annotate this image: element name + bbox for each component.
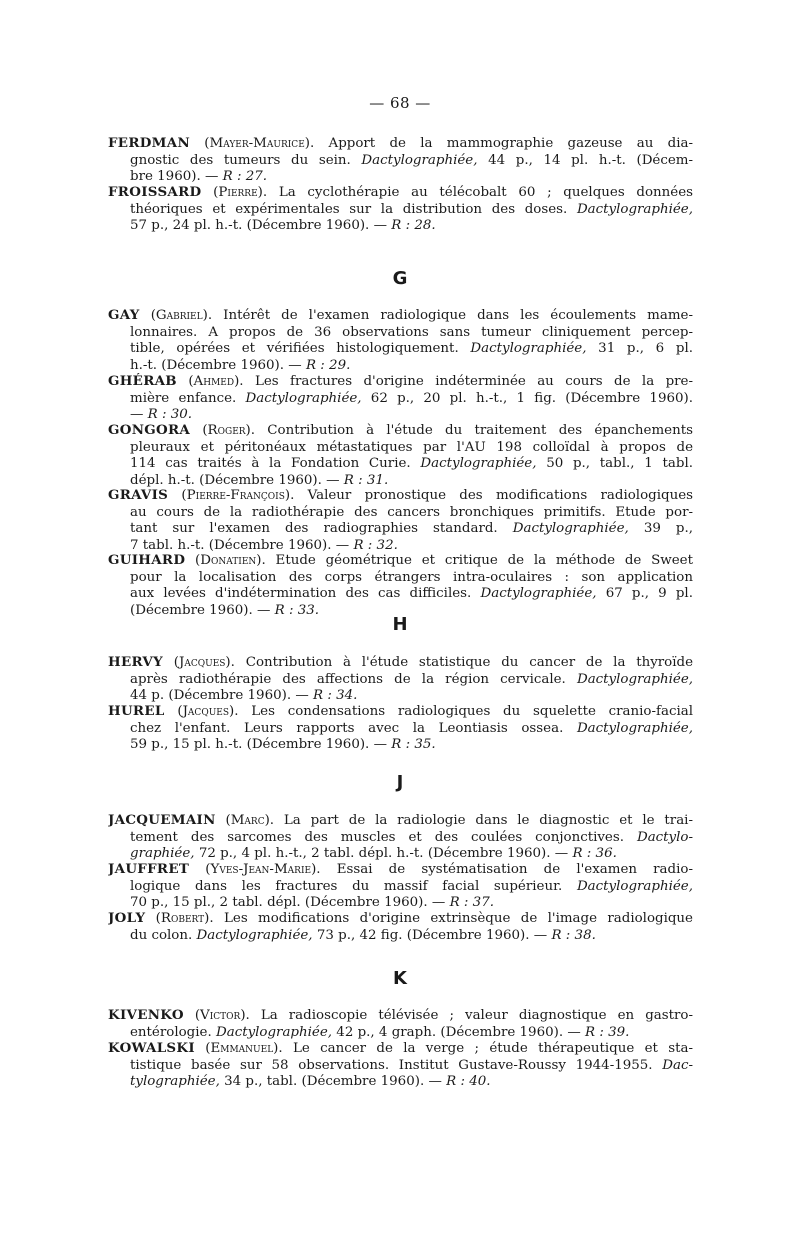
entry-text: Les modifications d'origine extrinsèque de l'image radiologique xyxy=(224,911,693,926)
entry-line xyxy=(108,1040,693,1058)
bibliography-entry-gongora xyxy=(108,422,693,489)
entry-text: tible, opérées et vérifiées histologiquement. xyxy=(130,341,459,356)
author-surname: JACQUEMAIN xyxy=(108,812,216,828)
entry-italic: Dactylographiée, xyxy=(361,152,478,168)
entry-text: 62 p., 20 pl. h.-t., 1 fig. (Décembre 1960). xyxy=(370,390,693,406)
bibliography-entry-froissard xyxy=(108,184,693,235)
entry-line xyxy=(108,505,693,522)
author-given-name: (Pierre-François). xyxy=(181,488,295,503)
entry-reference: R : 27. xyxy=(222,169,268,184)
entry-text: mière enfance. xyxy=(130,390,237,406)
entry-text: 34 p., tabl. (Décembre 1960). — xyxy=(224,1074,442,1089)
entry-text: tement des sarcomes des muscles et des coulées conjonctives. xyxy=(130,829,624,845)
entry-text: 70 p., 15 pl., 2 tabl. dépl. (Décembre 1960). — xyxy=(130,895,446,910)
entry-line xyxy=(108,135,693,153)
entry-text: 44 p., 14 pl. h.-t. (Décem- xyxy=(488,152,693,168)
entry-italic: tylographiée, xyxy=(130,1074,220,1089)
author-surname: JAUFFRET xyxy=(108,861,190,877)
entry-text: Apport de la mammographie gazeuse au dia- xyxy=(328,136,693,151)
entry-text: tistique basée sur 58 observations. Institut Gustave-Roussy 1944-1955. xyxy=(130,1057,653,1073)
entry-text: après radiothérapie des affections de la région cervicale. xyxy=(130,671,566,687)
entry-italic: Dactylographiée, xyxy=(576,671,693,687)
entry-italic: Dactylographiée, xyxy=(576,720,693,736)
entry-italic: Dactylographiée, xyxy=(215,1024,333,1040)
entry-text: aux levées d'indétermination des cas difficiles. xyxy=(130,586,472,601)
entry-text: 72 p., 4 pl. h.-t., 2 tabl. dépl. h.-t. (Décembre 1960). — xyxy=(198,846,569,861)
entry-text: 7 tabl. h.-t. (Décembre 1960). — xyxy=(130,537,350,553)
bibliography-entry-hervy xyxy=(108,654,693,705)
author-given-name: (Ahmed). xyxy=(188,374,244,389)
entry-text: chez l'enfant. Leurs rapports avec la Leontiasis ossea. xyxy=(130,720,564,736)
entry-text: 59 p., 15 pl. h.-t. (Décembre 1960). — xyxy=(130,737,387,752)
author-given-name: (Pierre). xyxy=(213,185,268,200)
author-surname: HERVY xyxy=(108,654,163,670)
entry-line xyxy=(108,1074,693,1091)
entry-text: 44 p. (Décembre 1960). — xyxy=(130,688,309,703)
entry-italic: Dactylographiée, xyxy=(420,456,537,471)
author-given-name: (Mayer-Maurice). xyxy=(204,136,315,151)
entry-line xyxy=(108,373,693,391)
entry-text: pleuraux et péritonéaux métastatiques par l'AU 198 colloïdal à propos de xyxy=(130,439,693,455)
bibliography-entry-kivenko xyxy=(108,1007,693,1041)
author-given-name: (Yves-Jean-Marie). xyxy=(205,862,321,877)
entry-line xyxy=(108,830,693,847)
entry-text: 50 p., tabl., 1 tabl. xyxy=(546,456,693,471)
author-given-name: (Donatien). xyxy=(195,553,266,568)
author-given-name: (Jacques). xyxy=(177,704,239,719)
entry-line xyxy=(108,1007,693,1025)
entry-reference: R : 37. xyxy=(449,895,494,910)
entry-text: — xyxy=(130,407,144,422)
entry-text: La part de la radiologie dans le diagnostic et le trai- xyxy=(283,813,693,828)
entry-line xyxy=(108,861,693,879)
entry-text: lonnaires. A propos de 36 observations sans tumeur cliniquement percep- xyxy=(130,324,693,340)
author-given-name: (Robert). xyxy=(155,911,214,926)
bibliography-entry-gherab xyxy=(108,373,693,424)
entry-line xyxy=(108,422,693,440)
entry-text: Les condensations radiologiques du squelette cranio-facial xyxy=(251,704,693,719)
bibliography-entry-joly xyxy=(108,910,693,944)
entry-line xyxy=(108,928,693,945)
entry-text: pour la localisation des corps étrangers intra-oculaires : son application xyxy=(130,569,693,585)
entry-text: Intérêt de l'examen radiologique dans les écoulements mame- xyxy=(223,308,693,323)
bibliography-entry-gay xyxy=(108,307,693,374)
author-surname: GAY xyxy=(108,307,140,323)
author-given-name: (Emmanuel). xyxy=(205,1041,283,1056)
entry-line xyxy=(108,1058,693,1075)
bibliography-entry-kowalski xyxy=(108,1040,693,1091)
entry-line xyxy=(108,487,693,505)
entry-reference: R : 39. xyxy=(585,1024,630,1040)
entry-text: bre 1960). — xyxy=(130,169,219,184)
entry-reference: R : 40. xyxy=(446,1074,491,1089)
entry-line xyxy=(108,456,693,473)
author-given-name: (Roger). xyxy=(202,423,256,438)
author-surname: FERDMAN xyxy=(108,135,191,151)
entry-italic: Dactylographiée, xyxy=(512,521,629,536)
author-surname: GRAVIS xyxy=(108,487,169,503)
entry-text: entérologie. xyxy=(130,1024,212,1040)
entry-reference: R : 35. xyxy=(391,737,436,752)
entry-line xyxy=(108,586,693,603)
entry-text: Valeur pronostique des modifications radiologiques xyxy=(307,488,693,503)
entry-line xyxy=(108,325,693,342)
entry-line xyxy=(108,812,693,830)
entry-text: Le cancer de la verge ; étude thérapeutique et sta- xyxy=(292,1041,693,1056)
entry-line xyxy=(108,1025,693,1042)
bibliography-entry-ferdman xyxy=(108,135,693,186)
author-given-name: (Victor). xyxy=(194,1008,250,1023)
author-given-name: (Jacques). xyxy=(173,655,235,670)
entry-text: au cours de la radiothérapie des cancers bronchiques primitifs. Etude por- xyxy=(130,504,693,520)
entry-reference: R : 28. xyxy=(391,218,436,233)
author-given-name: (Marc). xyxy=(225,813,275,828)
entry-reference: R : 34. xyxy=(313,688,358,703)
entry-reference: R : 36. xyxy=(572,846,617,861)
author-surname: HUREL xyxy=(108,703,165,719)
entry-text: théoriques et expérimentales sur la distribution des doses. xyxy=(130,201,568,217)
entry-text: 57 p., 24 pl. h.-t. (Décembre 1960). — xyxy=(130,218,387,233)
entry-line xyxy=(108,218,693,235)
entry-line xyxy=(108,341,693,358)
section-letter-g: G xyxy=(392,268,408,289)
entry-text: h.-t. (Décembre 1960). — xyxy=(130,357,302,373)
entry-line xyxy=(108,654,693,672)
entry-text: Les fractures d'origine indéterminée au cours de la pre- xyxy=(254,374,693,389)
entry-line xyxy=(108,153,693,170)
author-surname: GUIHARD xyxy=(108,552,186,568)
author-surname: GHÉRAB xyxy=(108,373,177,389)
entry-line xyxy=(108,307,693,325)
entry-text: La cyclothérapie au télécobalt 60 ; quelques données xyxy=(278,185,693,200)
entry-text: logique dans les fractures du massif facial supérieur. xyxy=(130,878,563,894)
entry-italic: Dactylo- xyxy=(636,829,693,845)
entry-line xyxy=(108,737,693,754)
entry-text: Contribution à l'étude du traitement des épanchements xyxy=(267,423,693,438)
entry-line xyxy=(108,440,693,457)
entry-text: 73 p., 42 fig. (Décembre 1960). — xyxy=(316,927,548,943)
entry-line xyxy=(108,202,693,219)
entry-italic: Dactylographiée, xyxy=(470,341,587,356)
entry-text: Essai de systématisation de l'examen radio- xyxy=(336,862,693,877)
bibliography-entry-jacquemain xyxy=(108,812,693,863)
author-surname: KIVENKO xyxy=(108,1007,184,1023)
author-given-name: (Gabriel). xyxy=(150,308,213,323)
entry-italic: Dactylographiée, xyxy=(576,878,693,894)
entry-text: 39 p., xyxy=(643,521,693,536)
author-surname: FROISSARD xyxy=(108,184,202,200)
entry-reference: R : 29. xyxy=(305,357,351,373)
entry-text: (Décembre 1960). — xyxy=(130,602,271,618)
section-letter-k: K xyxy=(393,968,407,989)
section-letter-j: J xyxy=(396,772,404,793)
entry-italic: Dac- xyxy=(662,1057,693,1073)
author-surname: KOWALSKI xyxy=(108,1040,195,1056)
entry-line xyxy=(108,672,693,689)
entry-italic: graphiée, xyxy=(130,846,195,861)
entry-line xyxy=(108,721,693,738)
entry-text: dépl. h.-t. (Décembre 1960). — xyxy=(130,472,340,488)
entry-text: du colon. xyxy=(130,927,193,943)
author-surname: GONGORA xyxy=(108,422,191,438)
entry-line xyxy=(108,552,693,570)
entry-line xyxy=(108,910,693,928)
entry-text: tant sur l'examen des radiographies standard. xyxy=(130,521,498,536)
entry-italic: Dactylographiée, xyxy=(480,586,597,601)
entry-line xyxy=(108,703,693,721)
bibliography-entry-hurel xyxy=(108,703,693,754)
entry-reference: R : 30. xyxy=(147,407,193,422)
entry-line xyxy=(108,521,693,538)
entry-text: 114 cas traités à la Fondation Curie. xyxy=(130,456,411,471)
entry-line xyxy=(108,358,693,375)
entry-reference: R : 32. xyxy=(353,537,398,553)
bibliography-entry-guihard xyxy=(108,552,693,619)
entry-line xyxy=(108,391,693,408)
entry-text: Contribution à l'étude statistique du cancer de la thyroïde xyxy=(245,655,693,670)
entry-line xyxy=(108,184,693,202)
entry-text: 42 p., 4 graph. (Décembre 1960). — xyxy=(336,1024,581,1040)
entry-reference: R : 33. xyxy=(274,602,320,618)
entry-italic: Dactylographiée, xyxy=(196,927,313,943)
entry-text: La radioscopie télévisée ; valeur diagnostique en gastro- xyxy=(260,1008,693,1023)
entry-reference: R : 38. xyxy=(551,927,596,943)
section-letter-h: H xyxy=(392,614,408,635)
entry-italic: Dactylographiée, xyxy=(245,390,362,406)
bibliography-entry-jauffret xyxy=(108,861,693,912)
entry-line xyxy=(108,570,693,587)
author-surname: JOLY xyxy=(108,910,146,926)
bibliography-entry-gravis xyxy=(108,487,693,554)
entry-line xyxy=(108,879,693,896)
entry-text: gnostic des tumeurs du sein. xyxy=(130,152,351,168)
entry-text: 67 p., 9 pl. xyxy=(605,586,693,601)
entry-text: 31 p., 6 pl. xyxy=(598,341,693,356)
entry-text: Etude géométrique et critique de la méthode de Sweet xyxy=(275,553,693,568)
entry-reference: R : 31. xyxy=(343,472,389,488)
page-number: — 68 — xyxy=(369,94,431,112)
entry-italic: Dactylographiée, xyxy=(576,201,693,217)
